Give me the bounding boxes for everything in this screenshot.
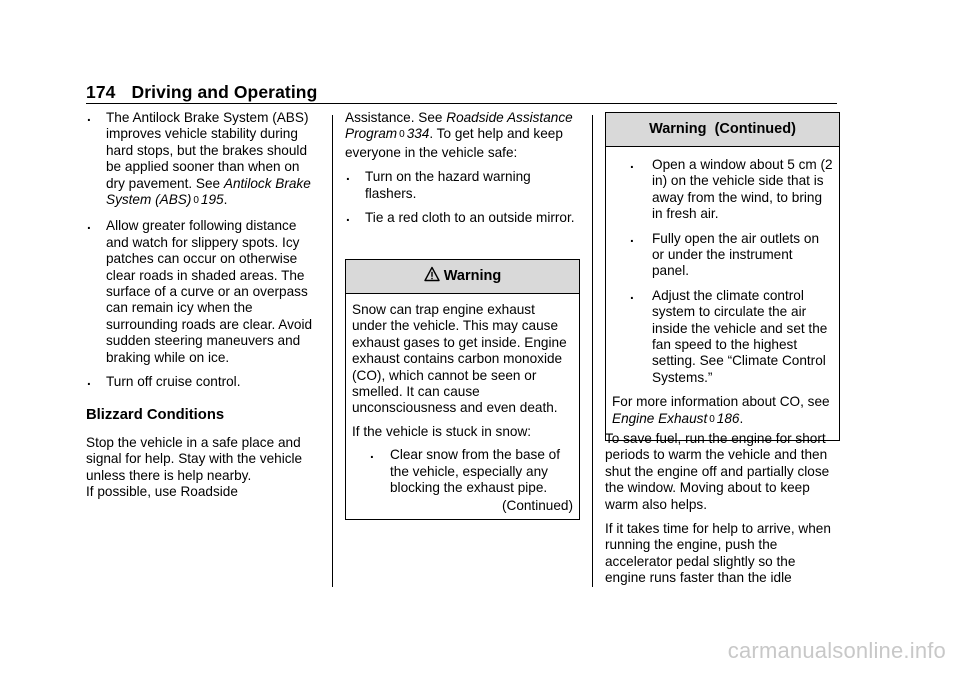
list-item <box>86 110 322 210</box>
warning-header: Warning (Continued) <box>606 113 839 147</box>
page-number: 174 <box>86 82 116 102</box>
list-item-text: Fully open the air outlets on or under the instrument panel. <box>652 230 820 279</box>
page-ref-arrow-icon: 0 <box>399 129 405 141</box>
page-header <box>86 82 317 103</box>
list-item <box>345 169 581 202</box>
list-item <box>86 374 322 390</box>
page-ref-arrow-icon: 0 <box>193 195 199 207</box>
section-heading: Blizzard Conditions <box>86 406 225 423</box>
list-item-text: Turn off cruise control. <box>106 374 241 390</box>
bullet-dot: . <box>87 109 91 124</box>
bullet-dot: . <box>630 229 634 245</box>
warning-body <box>606 147 839 440</box>
list-item-text: The Antilock Brake System (ABS) improves vehicle stability during hard stops, but the brakes should be applied sooner than when on dry pavement. See <box>106 110 309 191</box>
warning-title: Warning <box>443 268 502 284</box>
paragraph: To save fuel, run the engine for short periods to warm the vehicle and then shut the engine off and partially close the window. Moving about to keep warm also helps. <box>605 431 830 512</box>
cross-reference-page[interactable]: 334 <box>406 126 430 142</box>
bullet-dot: . <box>87 373 91 389</box>
bullet-dot: . <box>346 168 350 184</box>
list-item <box>86 218 322 366</box>
cross-reference-page[interactable]: 195 <box>200 192 224 208</box>
paragraph: If it takes time for help to arrive, when running the engine, push the accelerator pedal slightly so the engine runs faster than the idle <box>605 521 831 586</box>
list-item-text: Turn on the hazard warning flashers. <box>365 169 531 201</box>
warning-icon <box>424 266 440 282</box>
watermark: carmanualsonline.info <box>727 638 946 663</box>
bullet-dot: . <box>346 209 350 225</box>
list-item <box>352 447 573 496</box>
warning-continued-box <box>605 112 840 441</box>
bullet-dot: . <box>87 217 91 233</box>
paragraph: If the vehicle is stuck in snow: <box>352 423 532 439</box>
bullet-dot: . <box>630 156 634 171</box>
warning-box <box>345 259 580 520</box>
column-divider-2 <box>592 115 593 587</box>
header-rule <box>86 103 837 104</box>
column-1 <box>86 110 322 509</box>
text-span: Assistance. See <box>345 110 447 125</box>
list-item-text: Clear snow from the base of the vehicle, especially any blocking the exhaust pipe. <box>390 447 561 496</box>
paragraph: If possible, use Roadside <box>86 484 238 500</box>
paragraph <box>612 394 833 429</box>
list-item <box>345 210 581 226</box>
list-item-tail: . <box>223 192 228 208</box>
list-item <box>612 157 833 223</box>
list-item-text: Tie a red cloth to an outside mirror. <box>365 210 575 226</box>
page-ref-arrow-icon: 0 <box>709 413 715 425</box>
cross-reference-page[interactable]: 186 <box>716 410 740 426</box>
list-item-text: Open a window about 5 cm (2 in) on the vehicle side that is away from the wind, to bring in fresh air. <box>652 157 833 222</box>
paragraph: Snow can trap engine exhaust under the vehicle. This may cause exhaust gases to get inside. Engine exhaust contains carbon monoxide (CO), which cannot be seen or smelled. It can cause unconsciousness and even death. <box>352 302 567 416</box>
column-divider-1 <box>332 115 333 587</box>
continued-label: (Continued) <box>501 498 573 514</box>
list-item-text: Adjust the climate control system to circulate the air inside the vehicle and set the fan speed to the highest setting. See “Climate Control Systems.” <box>652 287 828 385</box>
cross-reference-link[interactable]: Engine Exhaust <box>612 410 708 426</box>
column-2 <box>345 110 581 234</box>
warning-body <box>346 294 579 519</box>
section-title: Driving and Operating <box>131 82 318 102</box>
text-span: . To get help and keep everyone in the vehicle safe: <box>345 126 563 160</box>
list-item <box>612 288 833 386</box>
text-span: . <box>739 410 744 426</box>
column-3-text <box>605 431 837 595</box>
text-span: For more information about CO, see <box>612 394 830 410</box>
paragraph: Stop the vehicle in a safe place and signal for help. Stay with the vehicle unless there is help nearby. <box>86 434 303 483</box>
cross-reference-link[interactable]: Roadside Assistance Program <box>345 110 573 142</box>
cross-reference-link[interactable]: Antilock Brake System (ABS) <box>106 175 311 208</box>
list-item-text: Allow greater following distance and watch for slippery spots. Icy patches can occur on otherwise clear roads in shaded areas. The surface of a curve or an overpass can remain icy when the surrounding roads are clear. Avoid sudden steering maneuvers and braking while on ice. <box>106 218 313 365</box>
list-item <box>612 231 833 280</box>
warning-header <box>346 260 579 294</box>
bullet-dot: . <box>630 286 634 302</box>
bullet-dot: . <box>370 446 374 462</box>
paragraph <box>345 110 581 161</box>
